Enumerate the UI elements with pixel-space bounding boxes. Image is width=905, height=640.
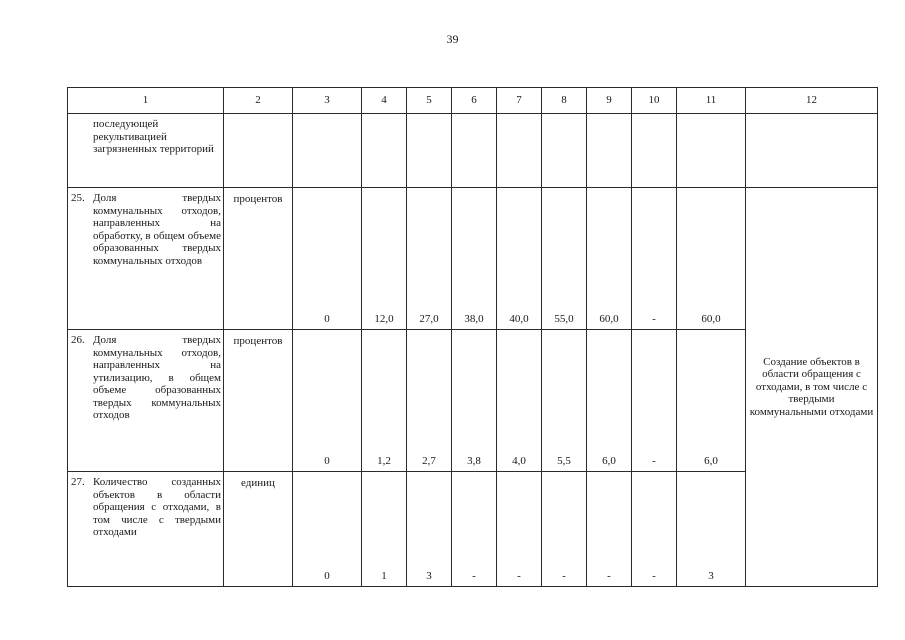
value-cell: 1 <box>362 472 407 587</box>
unit-cell: единиц <box>224 472 293 587</box>
value-cell: 27,0 <box>407 188 452 330</box>
indicators-table <box>67 87 878 587</box>
unit-cell <box>224 114 293 188</box>
column-header: 10 <box>632 88 677 114</box>
value-cell: - <box>497 472 542 587</box>
value-cell: 3 <box>677 472 746 587</box>
value-cell: 3 <box>407 472 452 587</box>
value-cell: 12,0 <box>362 188 407 330</box>
value-cell: - <box>452 472 497 587</box>
unit-cell: процентов <box>224 330 293 472</box>
column-header: 3 <box>293 88 362 114</box>
value-cell: 6,0 <box>677 330 746 472</box>
value-cell: 4,0 <box>497 330 542 472</box>
column-header: 9 <box>587 88 632 114</box>
value-cell: 38,0 <box>452 188 497 330</box>
indicator-name: Количество созданных объектов в области обращения с отходами, в том числе с твердыми отходами <box>93 476 221 538</box>
page-number: 39 <box>446 32 459 46</box>
value-cell: 55,0 <box>542 188 587 330</box>
note-cell-empty <box>746 114 878 188</box>
value-cell: 0 <box>293 188 362 330</box>
column-header: 12 <box>746 88 878 114</box>
value-cell <box>362 114 407 188</box>
value-cell <box>407 114 452 188</box>
column-header: 7 <box>497 88 542 114</box>
indicator-name-cell <box>68 330 224 472</box>
value-cell: - <box>542 472 587 587</box>
value-cell: 60,0 <box>677 188 746 330</box>
header-row <box>68 88 878 114</box>
value-cell <box>452 114 497 188</box>
row-number: 26. <box>71 334 85 346</box>
column-header: 1 <box>68 88 224 114</box>
indicator-name-cell <box>68 114 224 188</box>
value-cell: 3,8 <box>452 330 497 472</box>
indicator-name: Доля твердых коммунальных отходов, направленных на обработку, в общем объеме образованных твердых коммунальных отходов <box>93 192 221 267</box>
value-cell <box>587 114 632 188</box>
value-cell <box>632 114 677 188</box>
note-cell: Создание объектов в области обращения с отходами, в том числе с твердыми коммунальными отходами <box>746 188 878 587</box>
value-cell <box>497 114 542 188</box>
indicator-name-cell <box>68 472 224 587</box>
value-cell: 60,0 <box>587 188 632 330</box>
column-header: 5 <box>407 88 452 114</box>
table-row <box>68 188 878 330</box>
value-cell <box>542 114 587 188</box>
indicator-name: последующей рекультивацией загрязненных территорий <box>93 118 214 155</box>
value-cell: 2,7 <box>407 330 452 472</box>
column-header: 6 <box>452 88 497 114</box>
value-cell <box>677 114 746 188</box>
row-number: 25. <box>71 192 85 204</box>
column-header: 11 <box>677 88 746 114</box>
value-cell: 0 <box>293 472 362 587</box>
column-header: 8 <box>542 88 587 114</box>
value-cell: - <box>587 472 632 587</box>
value-cell: 6,0 <box>587 330 632 472</box>
unit-cell: процентов <box>224 188 293 330</box>
column-header: 2 <box>224 88 293 114</box>
indicator-name: Доля твердых коммунальных отходов, направленных на утилизацию, в общем объеме образованных твердых коммунальных отходов <box>93 334 221 421</box>
table-row <box>68 114 878 188</box>
value-cell: 40,0 <box>497 188 542 330</box>
value-cell: - <box>632 188 677 330</box>
value-cell: 1,2 <box>362 330 407 472</box>
column-header: 4 <box>362 88 407 114</box>
value-cell <box>293 114 362 188</box>
indicator-name-cell <box>68 188 224 330</box>
row-number: 27. <box>71 476 85 488</box>
value-cell: 0 <box>293 330 362 472</box>
value-cell: - <box>632 330 677 472</box>
value-cell: 5,5 <box>542 330 587 472</box>
value-cell: - <box>632 472 677 587</box>
